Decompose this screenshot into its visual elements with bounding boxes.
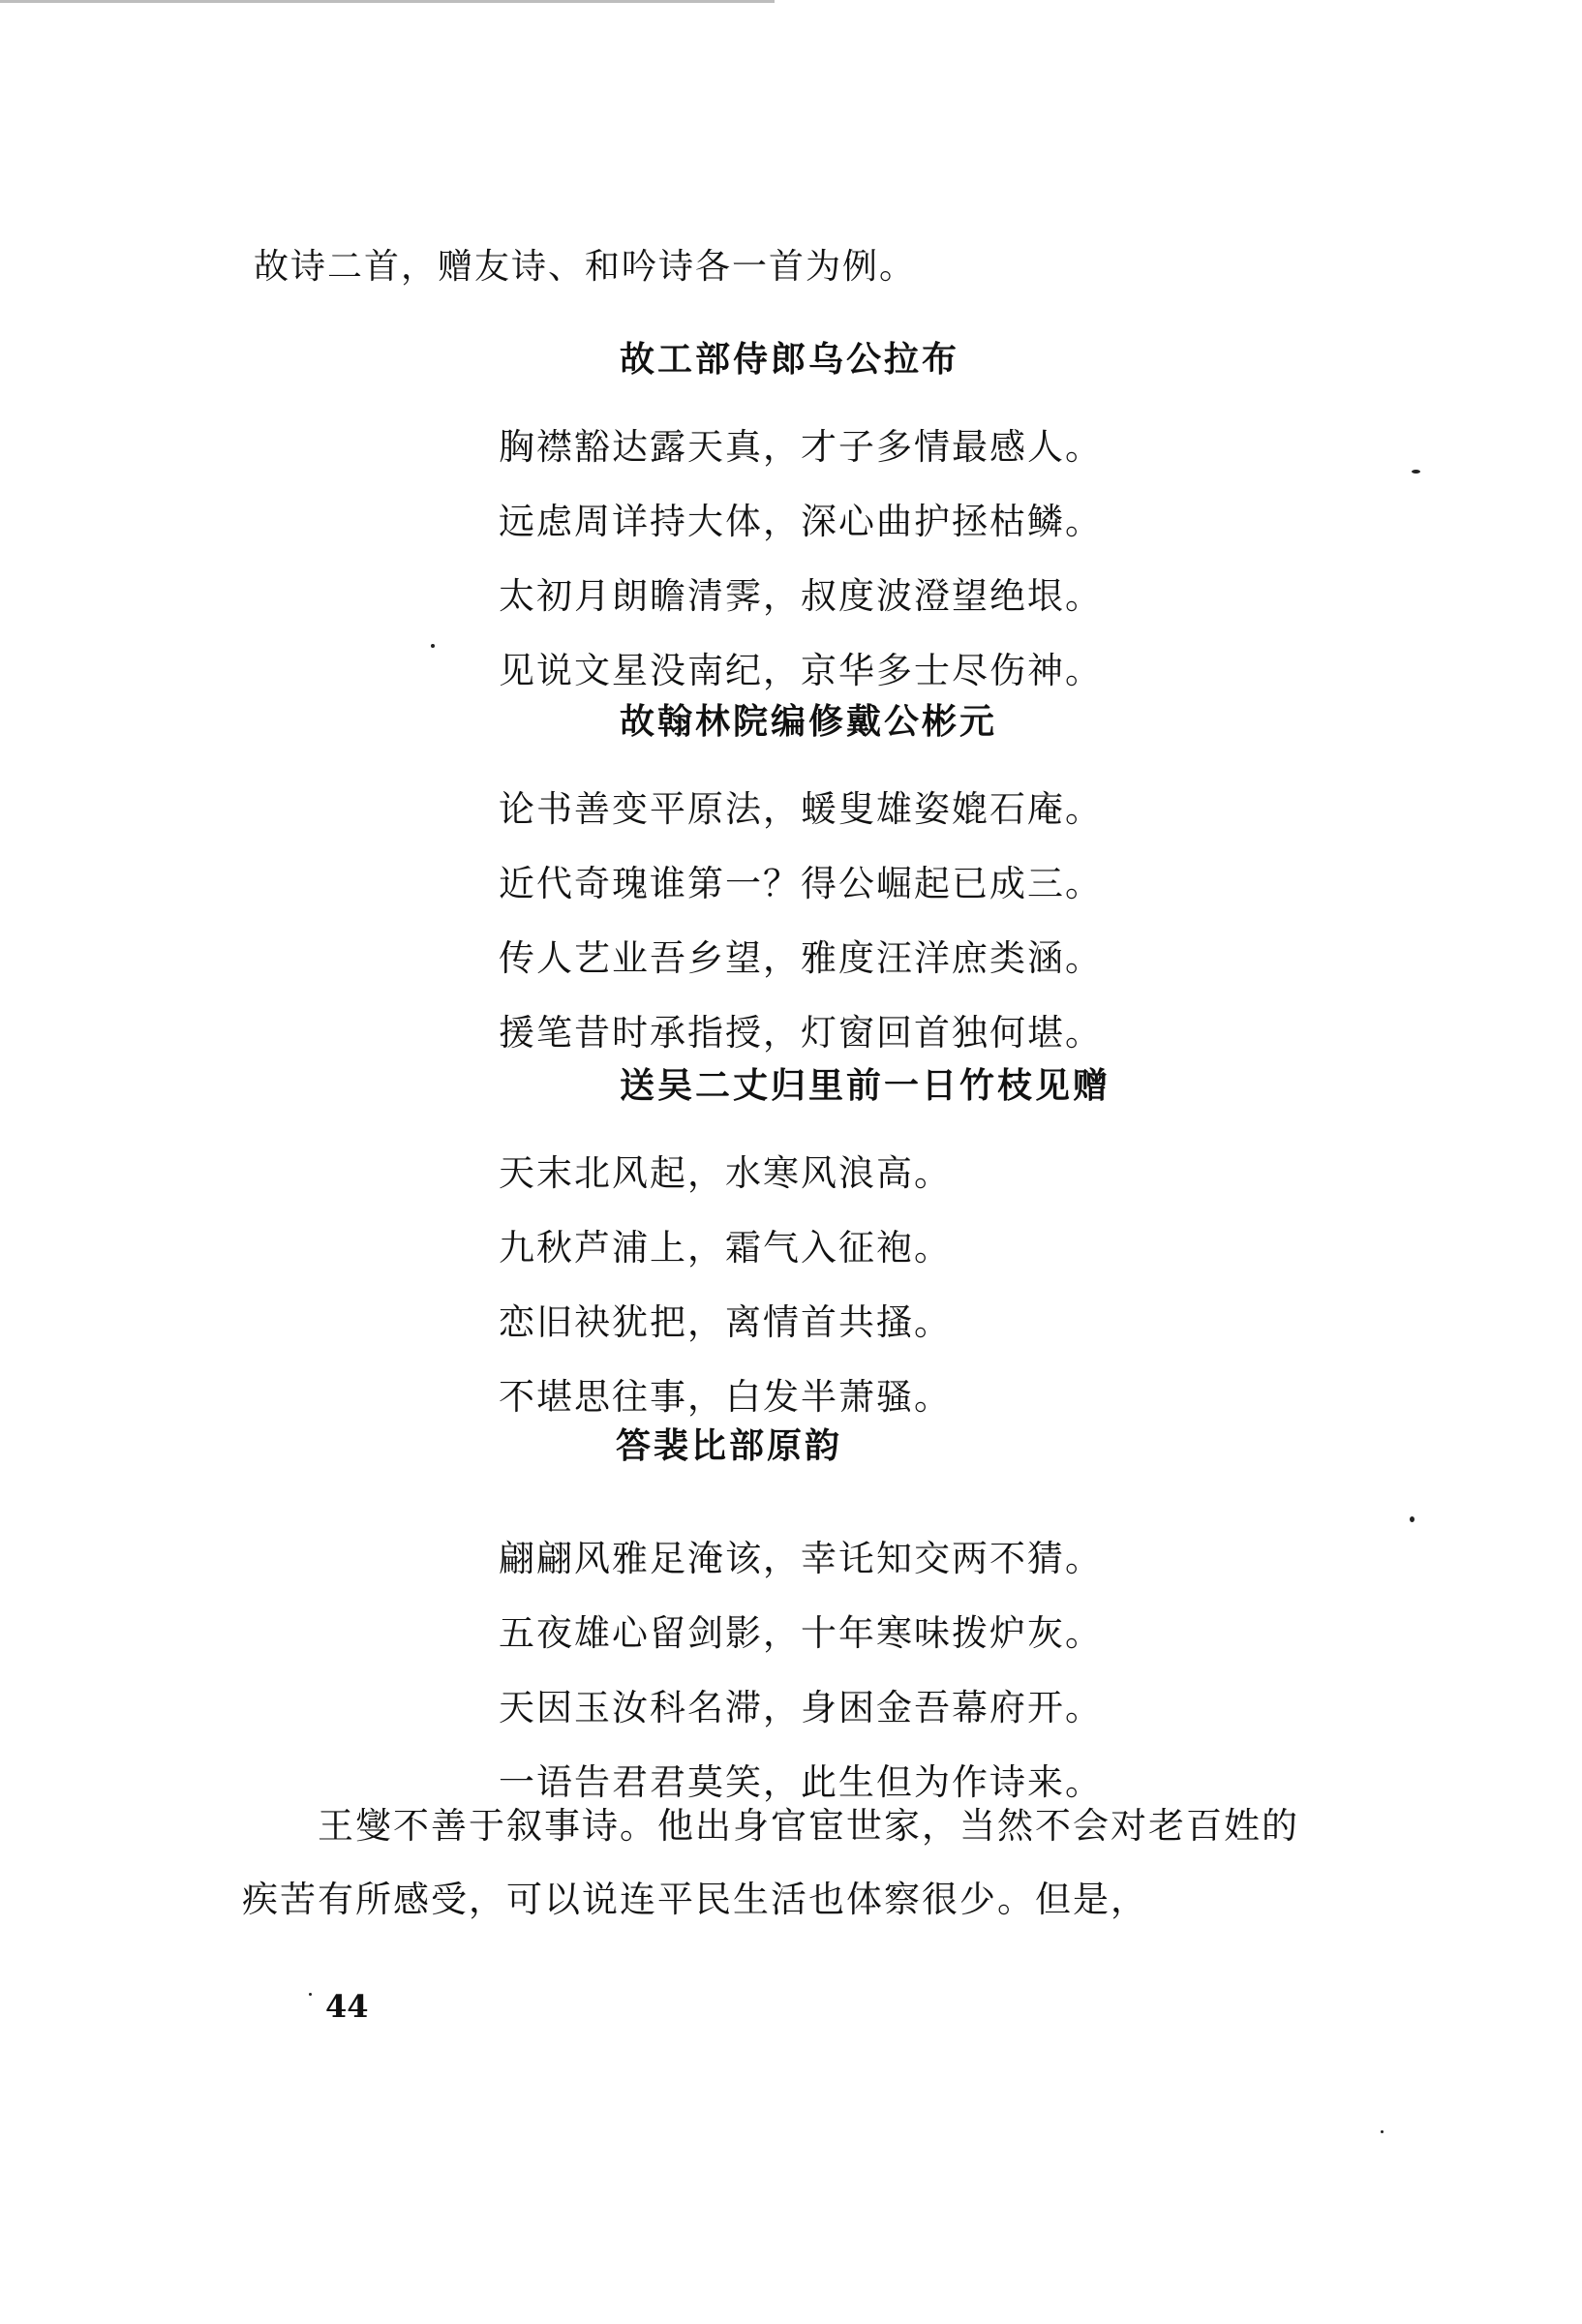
poem-1-line-3: 太初月朗瞻清霁，叔度波澄望绝垠。 xyxy=(499,575,1103,617)
scan-speck xyxy=(309,1993,312,1996)
poem-4-line-3: 天因玉汝科名滞，身困金吾幕府开。 xyxy=(499,1687,1103,1728)
poem-title-2: 故翰林院编修戴公彬元 xyxy=(620,702,998,742)
poem-2-line-2: 近代奇瑰谁第一？得公崛起已成三。 xyxy=(499,863,1103,904)
scan-speck xyxy=(1410,1516,1415,1522)
poem-3-line-3: 恋旧袂犹把，离情首共搔。 xyxy=(499,1301,952,1343)
poem-title-1: 故工部侍郎乌公拉布 xyxy=(620,340,960,380)
poem-2-verses xyxy=(499,786,1103,1085)
poem-2-line-3: 传人艺业吾乡望，雅度汪洋庶类涵。 xyxy=(499,937,1103,979)
poem-3-line-2: 九秋芦浦上，霜气入征袍。 xyxy=(499,1227,952,1269)
poem-1-line-2: 远虑周详持大体，深心曲护拯枯鳞。 xyxy=(499,501,1103,542)
prose-text: 王燮不善于叙事诗。他出身官宦世家，当然不会对老百姓的疾苦有所感受，可以说连平民生活也体察很少。但是， xyxy=(242,1805,1299,1920)
poem-3-line-4: 不堪思往事，白发半萧骚。 xyxy=(499,1376,952,1418)
poem-title-3: 送吴二丈归里前一日竹枝见赠 xyxy=(620,1066,1111,1106)
top-edge-rule xyxy=(0,0,775,3)
page-number: 44 xyxy=(325,1988,369,2025)
scan-speck xyxy=(1381,2130,1384,2133)
poem-1-line-1: 胸襟豁达露天真，才子多情最感人。 xyxy=(499,426,1103,468)
poem-1-line-4: 见说文星没南纪，京华多士尽伤神。 xyxy=(499,650,1103,691)
poem-4-line-1: 翩翩风雅足淹该，幸讬知交两不猜。 xyxy=(499,1538,1103,1579)
poem-1-verses xyxy=(499,424,1103,722)
poem-3-line-1: 天末北风起，水寒风浪高。 xyxy=(499,1152,952,1194)
poem-3-verses xyxy=(499,1150,952,1449)
poem-2-line-1: 论书善变平原法，蝯叟雄姿媲石庵。 xyxy=(499,788,1103,830)
poem-4-line-2: 五夜雄心留剑影，十年寒味拨炉灰。 xyxy=(499,1612,1103,1654)
poem-title-4: 答裴比部原韵 xyxy=(616,1426,843,1466)
poem-2-line-4: 援笔昔时承指授，灯窗回首独何堪。 xyxy=(499,1012,1103,1054)
scan-speck xyxy=(431,644,435,648)
intro-text: 故诗二首，赠友诗、和吟诗各一首为例。 xyxy=(254,247,917,287)
poem-4-line-4: 一语告君君莫笑，此生但为作诗来。 xyxy=(499,1761,1103,1803)
prose-paragraph xyxy=(242,1789,1317,1937)
scan-speck xyxy=(1412,470,1420,474)
